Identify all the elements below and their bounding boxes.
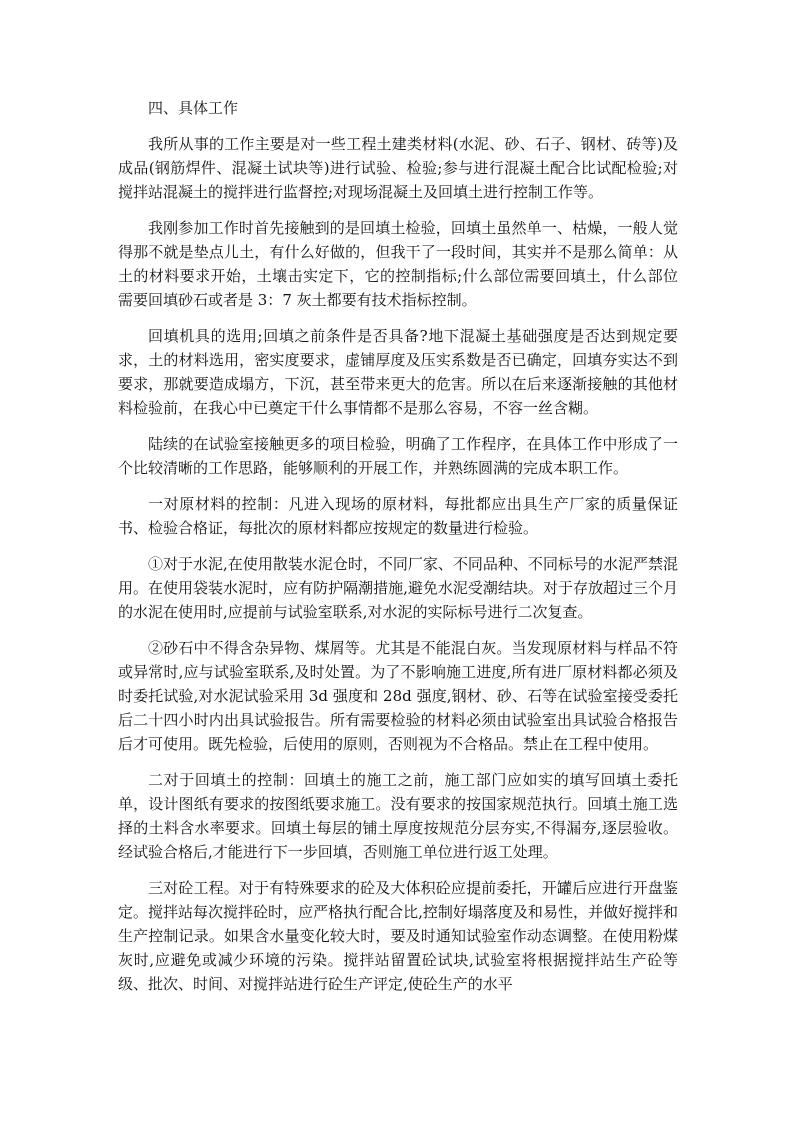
paragraph-backfill-intro: 我刚参加工作时首先接触到的是回填土检验，回填土虽然单一、枯燥，一般人觉得那不就是垫点儿土，有什么好做的，但我干了一段时间，其实并不是那么简单：从土的材料要求开始，土壤击实定下，它的控制指标;什么部位需要回填土，什么部位需要回填砂石或者是 3：7 灰土都要有技术指标控制。	[118, 219, 678, 309]
paragraph-cement-control: ①对于水泥,在使用散装水泥仓时，不同厂家、不同品种、不同标号的水泥严禁混用。在使用袋装水泥时，应有防护隔潮措施,避免水泥受潮结块。对于存放超过三个月的水泥在使用时,应提前与试验室联系,对水泥的实际标号进行二次复查。	[118, 555, 678, 621]
document-page	[118, 96, 678, 1008]
paragraph-raw-material-control: 一对原材料的控制：凡进入现场的原材料，每批都应出具生产厂家的质量保证书、检验合格证，每批次的原材料都应按规定的数量进行检验。	[118, 495, 678, 537]
paragraph-sand-stone-control: ②砂石中不得含杂异物、煤屑等。尤其是不能混白灰。当发现原材料与样品不符或异常时,应与试验室联系,及时处置。为了不影响施工进度,所有进厂原材料都必须及时委托试验,对水泥试验采用 3d 强度和 28d 强度,钢材、砂、石等在试验室接受委托后二十四小时内出具试验报告。所有需要检验的材料必须由试验室出具试验合格报告后才可使用。既先检验，后使用的原则，否则视为不合格品。禁止在工程中使用。	[118, 639, 678, 753]
paragraph-backfill-requirements: 回填机具的选用;回填之前条件是否具备?地下混凝土基础强度是否达到规定要求，土的材料选用，密实度要求，虚铺厚度及压实系数是否已确定，回填夯实达不到要求，那就要造成塌方，下沉，甚至带来更大的危害。所以在后来逐渐接触的其他材料检验前，在我心中已奠定干什么事情都不是那么容易，不容一丝含糊。	[118, 327, 678, 417]
paragraph-concrete-control: 三对砼工程。对于有特殊要求的砼及大体积砼应提前委托，开罐后应进行开盘鉴定。搅拌站每次搅拌砼时，应严格执行配合比,控制好塌落度及和易性，并做好搅拌和生产控制记录。如果含水量变化较大时，要及时通知试验室作动态调整。在使用粉煤灰时,应避免或减少环境的污染。搅拌站留置砼试块,试验室将根据搅拌站生产砼等级、批次、时间、对搅拌站进行砼生产评定,使砼生产的水平	[118, 879, 678, 993]
paragraph-backfill-control: 二对于回填土的控制：回填土的施工之前，施工部门应如实的填写回填土委托单，设计图纸有要求的按图纸要求施工。没有要求的按国家规范执行。回填土施工选择的土料含水率要求。回填土每层的铺土厚度按规范分层夯实,不得漏夯,逐层验收。经试验合格后,才能进行下一步回填，否则施工单位进行返工处理。	[118, 771, 678, 861]
section-heading: 四、具体工作	[148, 99, 239, 117]
paragraph-work-scope: 我所从事的工作主要是对一些工程土建类材料(水泥、砂、石子、钢材、砖等)及成品(钢筋焊件、混凝土试块等)进行试验、检验;参与进行混凝土配合比试配检验;对搅拌站混凝土的搅拌进行监督控;对现场混凝土及回填土进行控制工作等。	[118, 135, 678, 201]
paragraph-lab-experience: 陆续的在试验室接触更多的项目检验，明确了工作程序，在具体工作中形成了一个比较清晰的工作思路，能够顺利的开展工作，并熟练圆满的完成本职工作。	[118, 435, 678, 477]
